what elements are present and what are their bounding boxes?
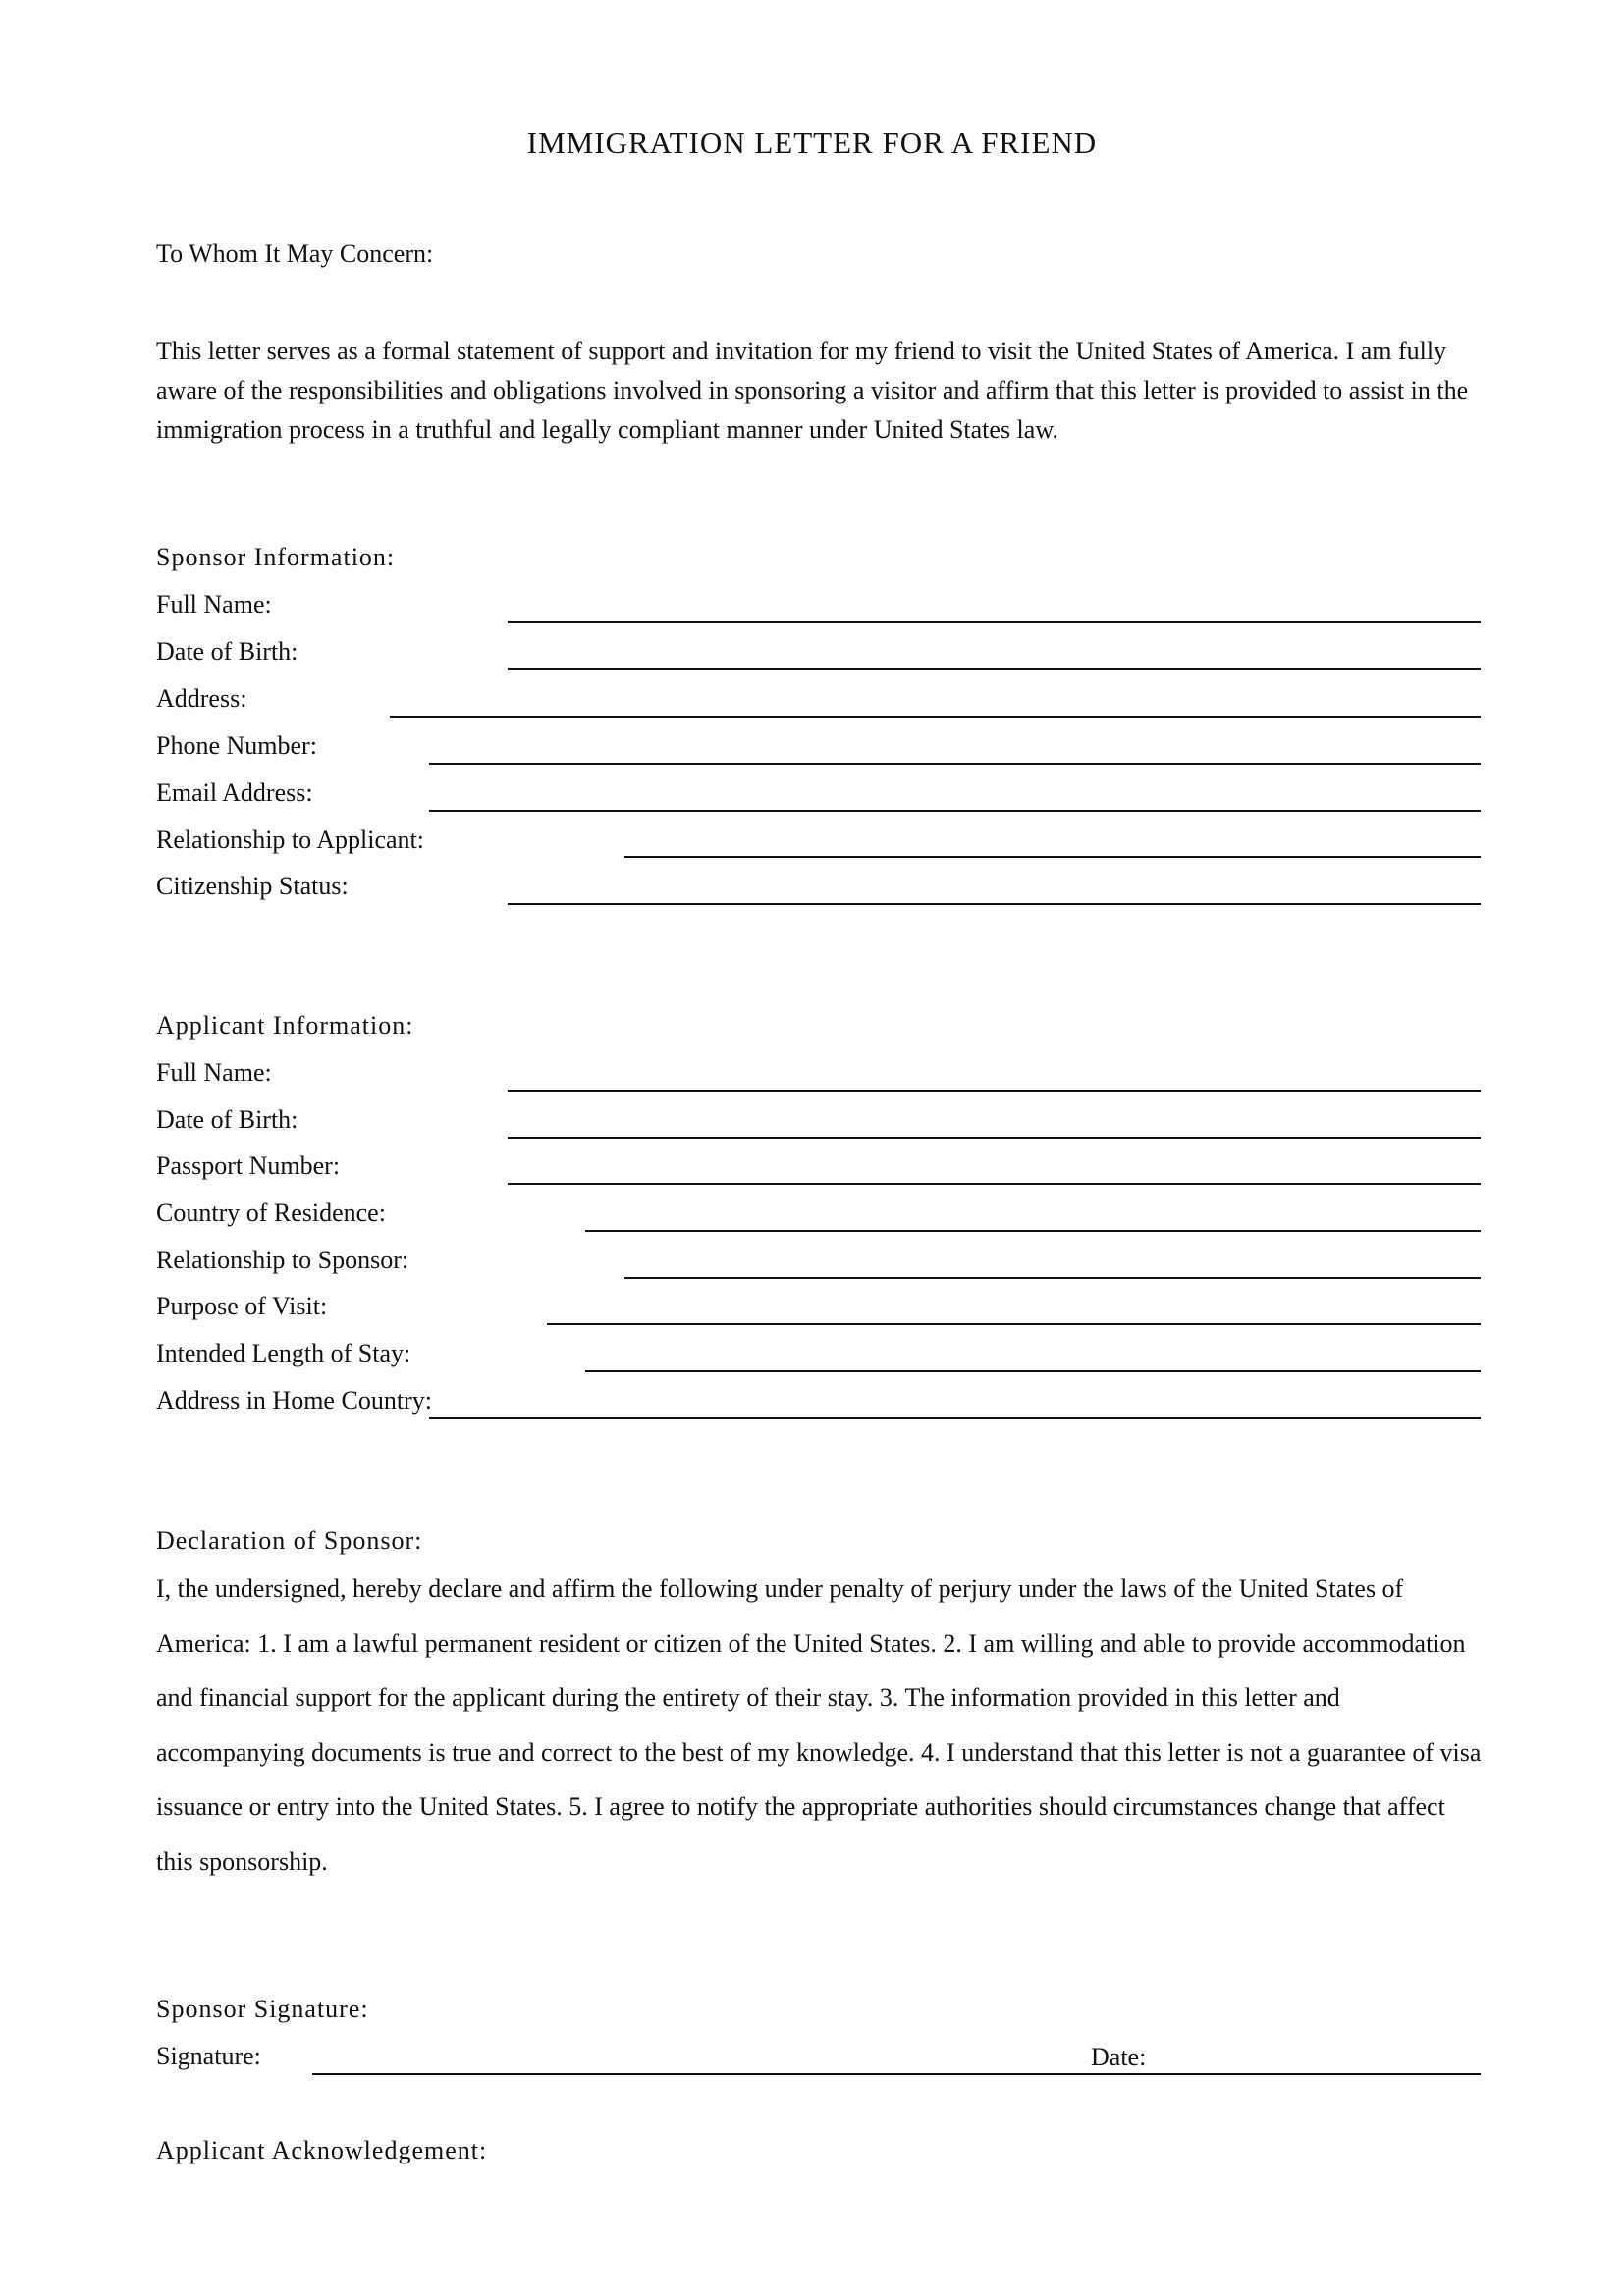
sponsor-citizenship-field[interactable] (508, 903, 1481, 905)
applicant-home-address-label: Address in Home Country: (156, 1386, 432, 1415)
sponsor-phone-label: Phone Number: (156, 731, 317, 760)
declaration-heading: Declaration of Sponsor: (156, 1526, 423, 1555)
applicant-section-heading: Applicant Information: (156, 1011, 414, 1040)
sponsor-address-field[interactable] (390, 716, 1481, 718)
sponsor-section-heading: Sponsor Information: (156, 543, 396, 571)
sponsor-citizenship-label: Citizenship Status: (156, 872, 349, 900)
signature-section-heading: Sponsor Signature: (156, 1995, 369, 2023)
applicant-full-name-field[interactable] (508, 1090, 1481, 1092)
signature-field[interactable] (312, 2073, 1481, 2075)
signature-label: Signature: (156, 2042, 261, 2070)
applicant-home-address-field[interactable] (429, 1417, 1481, 1419)
applicant-country-label: Country of Residence: (156, 1199, 386, 1227)
applicant-purpose-label: Purpose of Visit: (156, 1292, 328, 1320)
applicant-dob-field[interactable] (508, 1137, 1481, 1139)
sponsor-relationship-label: Relationship to Applicant: (156, 826, 424, 854)
sponsor-full-name-field[interactable] (508, 621, 1481, 623)
applicant-passport-label: Passport Number: (156, 1151, 341, 1180)
document-title: IMMIGRATION LETTER FOR A FRIEND (526, 126, 1098, 160)
applicant-full-name-label: Full Name: (156, 1058, 272, 1087)
sponsor-dob-label: Date of Birth: (156, 637, 298, 666)
sponsor-address-label: Address: (156, 684, 247, 713)
applicant-country-field[interactable] (585, 1230, 1481, 1232)
sponsor-full-name-label: Full Name: (156, 590, 272, 618)
applicant-passport-field[interactable] (508, 1183, 1481, 1185)
sponsor-email-field[interactable] (429, 810, 1481, 812)
sponsor-email-label: Email Address: (156, 778, 313, 807)
acknowledgement-heading: Applicant Acknowledgement: (156, 2136, 488, 2164)
declaration-text: I, the undersigned, hereby declare and affirm the following under penalty of perjury under the laws of the United States of America: 1. I am a lawful permanent resident or citizen of the United States. 2. I am willing and able to provide accommodation and financial support for the applicant during the entirety of their stay. 3. The information provided in this letter and accompanying documents is true and correct to the best of my knowledge. 4. I understand that this letter is not a guarantee of visa issuance or entry into the United States. 5. I agree to notify the appropriate authorities should circumstances change that affect this sponsorship. (156, 1575, 1482, 1876)
sponsor-dob-field[interactable] (508, 668, 1481, 670)
applicant-dob-label: Date of Birth: (156, 1105, 298, 1134)
applicant-relationship-label: Relationship to Sponsor: (156, 1246, 409, 1274)
salutation: To Whom It May Concern: (156, 240, 434, 268)
intro-paragraph: This letter serves as a formal statement of support and invitation for my friend to visit the United States of America. I am fully aware of the responsibilities and obligations involved in sponsoring a visitor and affirm that this letter is provided to assist in the immigration process in a truthful and legally compliant manner under United States law. (156, 337, 1469, 444)
applicant-stay-label: Intended Length of Stay: (156, 1339, 411, 1367)
sponsor-relationship-field[interactable] (624, 856, 1481, 858)
applicant-purpose-field[interactable] (547, 1323, 1481, 1325)
applicant-relationship-field[interactable] (624, 1277, 1481, 1279)
sponsor-phone-field[interactable] (429, 763, 1481, 765)
date-label: Date: (1091, 2043, 1150, 2072)
applicant-stay-field[interactable] (585, 1370, 1481, 1372)
